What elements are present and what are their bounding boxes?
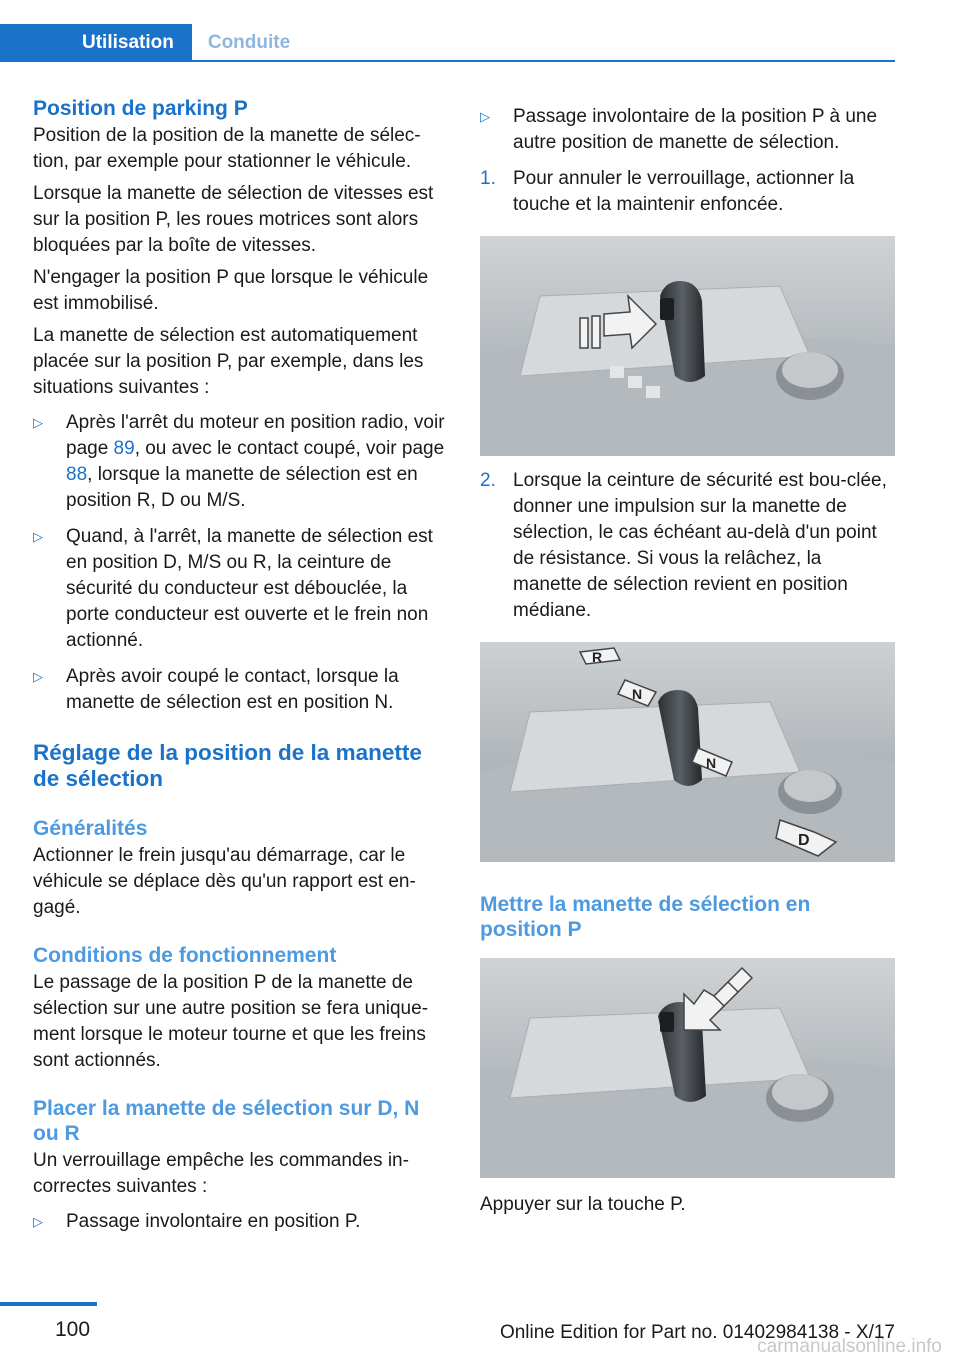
heading-reglage: Réglage de la position de la manette de sélection [33,740,422,791]
paragraph: Position de la position de la manette de sélec-tion, par exemple pour stationner le véhicule. [33,125,421,172]
triangle-bullet-icon: ▷ [33,529,43,544]
tab-conduite[interactable]: Conduite [207,32,291,53]
heading-conditions: Conditions de fonctionnement [33,944,337,967]
footer-rule [0,1302,97,1306]
gear-label-r: R [592,649,603,665]
heading-mettre: Mettre la manette de sélection en position P [480,893,811,941]
page-link-88[interactable]: 88 [66,464,88,485]
triangle-bullet-icon: ▷ [33,669,43,684]
list-item: ▷ Après avoir coupé le contact, lorsque la manette de sélection est en position N. [33,664,448,716]
list-item: ▷ Après l'arrêt du moteur en position radio, voir page 89, ou avec le contact coupé, voir page 88, lorsque la manette de sélection est en position R, D ou M/S. [33,410,448,514]
paragraph: N'engager la position P que lorsque le véhicule est immobilisé. [33,267,429,314]
page-link-89[interactable]: 89 [113,438,135,459]
right-column [480,104,895,1218]
step-number: 2. [480,470,496,491]
list-item: ▷ Passage involontaire de la position P à une autre position de manette de sélection. [480,104,895,156]
bullet-list [33,410,448,716]
paragraph: Le passage de la position P de la manette de sélection sur une autre position se fera unique-ment lorsque le moteur tourne et que les freins sont actionnés. [33,972,429,1071]
gear-selector-photo-2 [480,642,895,862]
heading-generalites: Généralités [33,817,148,840]
paragraph: La manette de sélection est automatiquement placée sur la position P, par exemple, dans les situations suivantes : [33,325,424,398]
header-rule [0,60,895,62]
press-p-illustration [480,958,895,1178]
gear-selector-photo-3 [480,958,895,1178]
paragraph: Un verrouillage empêche les commandes in-correctes suivantes : [33,1150,409,1197]
gear-positions-illustration [480,642,895,862]
watermark: carmanualsonline.info [757,1336,942,1357]
gear-label-n-lower: N [706,755,717,771]
step-number: 1. [480,168,496,189]
step-item: 2. Lorsque la ceinture de sécurité est bou-clée, donner une impulsion sur la manette de sélection, le cas échéant au-delà d'un point de résistance. Si vous la relâchez, la manette de sélection revient en position médiane. [480,468,895,624]
gear-label-d: D [798,832,810,849]
list-item: ▷ Quand, à l'arrêt, la manette de sélection est en position D, M/S ou R, la ceinture de sécurité du conducteur est débouclée, la porte conducteur est ouverte et le frein non actionné. [33,524,448,654]
triangle-bullet-icon: ▷ [33,415,43,430]
gear-label-n-upper: N [632,686,643,702]
caption: Appuyer sur la touche P. [480,1194,686,1215]
triangle-bullet-icon: ▷ [480,109,490,124]
heading-parking: Position de parking P [33,97,248,120]
left-column [33,96,448,1235]
paragraph: Lorsque la manette de sélection de vitesses est sur la position P, les roues motrices sont alors bloquées par la boîte de vitesses. [33,183,434,256]
gear-lever-illustration [480,236,895,456]
gear-selector-photo-1 [480,236,895,456]
triangle-bullet-icon: ▷ [33,1214,43,1229]
tab-utilisation[interactable]: Utilisation [0,24,192,61]
heading-placer: Placer la manette de sélection sur D, N ou R [33,1097,420,1145]
step-item: 1. Pour annuler le verrouillage, actionner la touche et la maintenir enfoncée. [480,166,895,218]
paragraph: Actionner le frein jusqu'au démarrage, car le véhicule se déplace dès qu'un rapport est en-gagé. [33,845,416,918]
page-number: 100 [55,1318,91,1341]
chapter-tabs [0,24,306,61]
edition-text: Online Edition for Part no. 01402984138 - X/17 [499,1322,895,1343]
list-item: ▷ Passage involontaire en position P. [33,1209,448,1235]
bullet-list [33,1209,448,1235]
